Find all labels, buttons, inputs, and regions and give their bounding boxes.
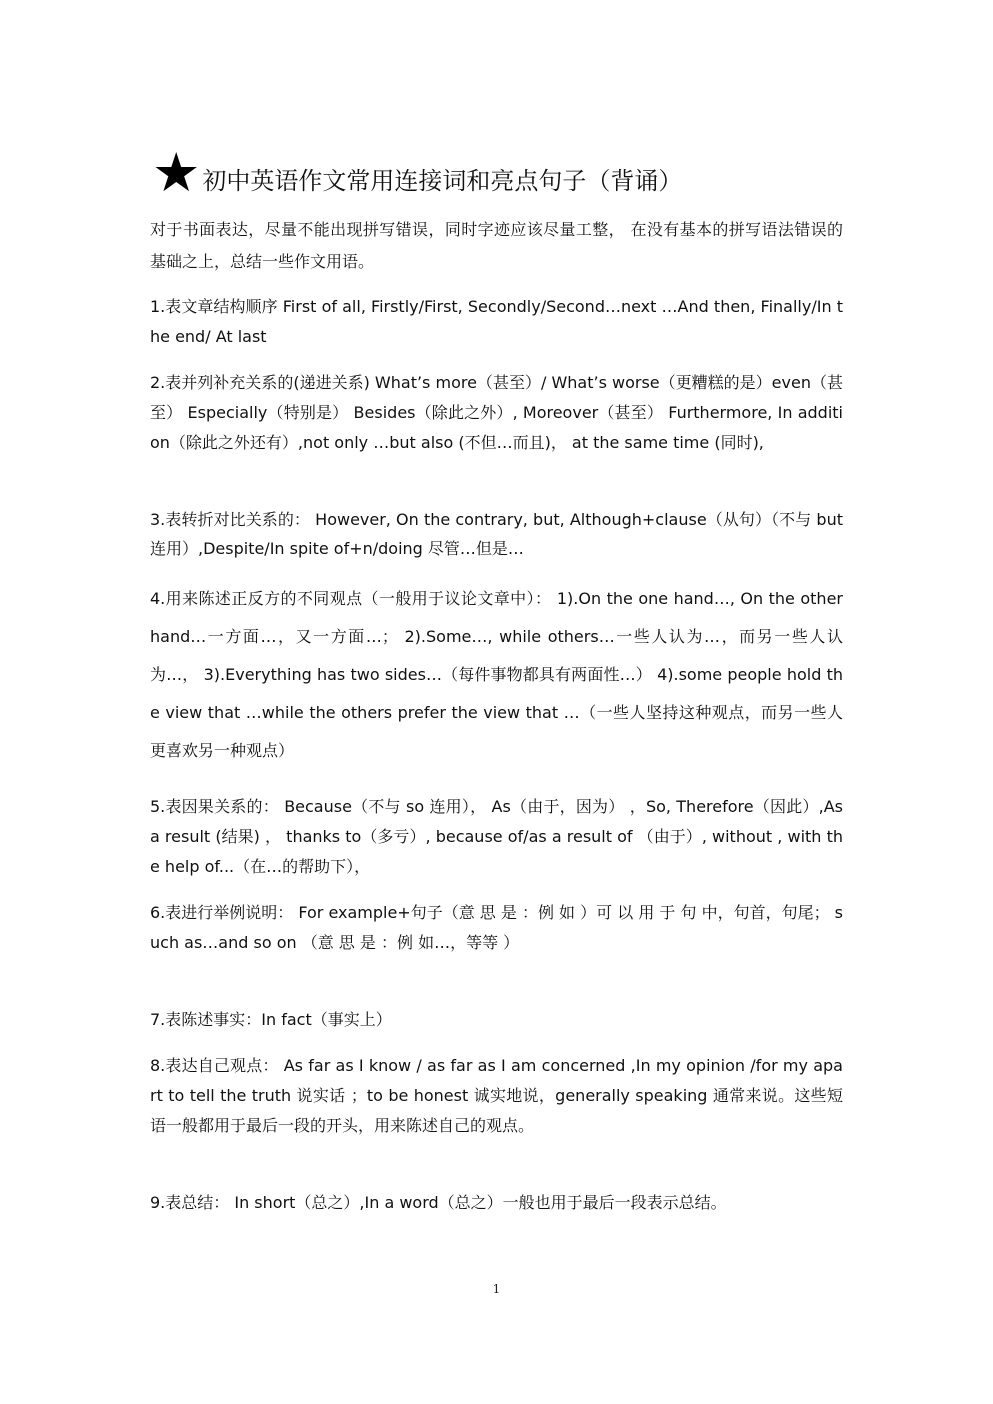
document-title: [152, 140, 852, 204]
paragraph-facts: 7.表陈述事实：In fact（事实上）: [150, 1010, 392, 1029]
paragraph-summary: 9.表总结： In short（总之）,In a word（总之）一般也用于最后一段表示总结。: [150, 1193, 727, 1212]
star-icon: ★: [152, 141, 201, 204]
paragraph-structure-order: 1.表文章结构顺序 First of all, Firstly/First, Secondly/Second…next …And then, Finally/In the end/ At last: [150, 297, 843, 346]
paragraph-supplement-relation: 2.表并列补充关系的(递进关系) What’s more（甚至）/ What’s worse（更糟糕的是）even（甚至） Especially（特别是） Besides（除此之外）, Moreover（甚至） Furthermore, In addition（除此之外还有）,not only …but also (不但…而且)， at the same time (同时),: [150, 373, 843, 452]
page-number: 1: [492, 1282, 501, 1296]
intro-paragraph: 对于书面表达，尽量不能出现拼写错误，同时字迹应该尽量工整， 在没有基本的拼写语法错误的基础之上，总结一些作文用语。: [150, 220, 843, 271]
paragraph-opposing-views: 4.用来陈述正反方的不同观点（一般用于议论文章中）： 1).On the one hand…, On the other hand…一方面…，又一方面…； 2).Some…, while others…一些人认为…，而另一些人认为…， 3).Everything has two sides…（每件事物都具有两面性…） 4).some people hold the view that …while the others prefer the view that …（一些人坚持这种观点，而另一些人更喜欢另一种观点）: [150, 589, 843, 760]
title-text: 初中英语作文常用连接词和亮点句子（背诵）: [202, 167, 683, 195]
paragraph-opinion: 8.表达自己观点： As far as I know / as far as I am concerned ,In my opinion /for my apart to tell the truth 说实话 ；to be honest 诚实地说，generally speaking 通常来说。这些短语一般都用于最后一段的开头，用来陈述自己的观点。: [150, 1056, 843, 1135]
paragraph-cause-effect: 5.表因果关系的： Because（不与 so 连用）， As（由于，因为） ，So, Therefore（因此）,As a result (结果) ， thanks to（多亏）, because of/as a result of （由于）, without , with the help of...（在…的帮助下），: [150, 797, 843, 876]
paragraph-contrast-relation: 3.表转折对比关系的： However, On the contrary, but, Although+clause（从句）（不与 but 连用）,Despite/In spite of+n/doing 尽管…但是…: [150, 510, 843, 558]
paragraph-examples: 6.表进行举例说明： For example+句子（意 思 是 ：例 如 ）可 以 用 于 句 中，句首，句尾； such as…and so on （意 思 是 ：例 如…，等等 ）: [150, 903, 843, 952]
